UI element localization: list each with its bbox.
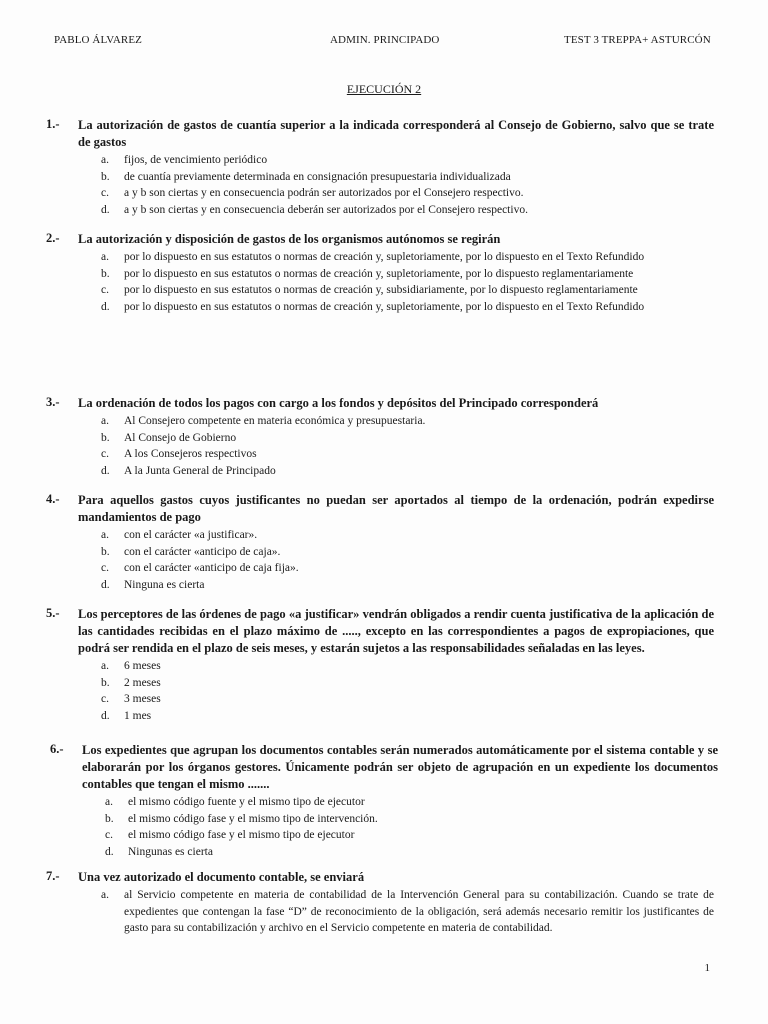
option-list <box>46 658 714 724</box>
option-text: por lo dispuesto en sus estatutos o normas de creación y, supletoriamente, por lo dispuesto en el Texto Refundido <box>124 300 645 313</box>
option-text: 2 meses <box>124 676 161 689</box>
option-letter: c. <box>101 448 109 460</box>
option-text: por lo dispuesto en sus estatutos o normas de creación y, supletoriamente, por lo dispuesto reglamentariamente <box>124 267 634 280</box>
option-c <box>46 282 714 299</box>
header-subject: ADMIN. PRINCIPADO <box>330 34 440 46</box>
option-text: 6 meses <box>124 660 161 672</box>
option-letter: b. <box>101 431 110 444</box>
option-letter: b. <box>101 170 110 183</box>
question-5 <box>46 606 714 724</box>
option-text: con el carácter «a justificar». <box>124 529 258 541</box>
option-text: 1 mes <box>124 709 152 722</box>
question-number: 7.- <box>46 869 60 883</box>
option-d <box>50 844 718 861</box>
option-text: Al Consejo de Gobierno <box>124 431 237 444</box>
option-a <box>50 794 718 811</box>
option-letter: a. <box>101 415 109 427</box>
option-c <box>50 827 718 844</box>
option-c <box>46 446 714 463</box>
question-2 <box>46 231 714 315</box>
option-letter: d. <box>101 203 110 216</box>
question-7 <box>46 869 714 937</box>
option-letter: c. <box>101 187 109 199</box>
question-text: Una vez autorizado el documento contable, se enviará <box>78 870 365 884</box>
option-text: A los Consejeros respectivos <box>124 448 257 460</box>
option-letter: b. <box>101 267 110 280</box>
option-letter: a. <box>105 796 113 808</box>
question-text: La autorización y disposición de gastos de los organismos autónomos se regirán <box>78 232 501 246</box>
option-text: Ninguna es cierta <box>124 578 205 591</box>
question-text: La ordenación de todos los pagos con cargo a los fondos y depósitos del Principado corresponderá <box>78 396 599 410</box>
question-number: 6.- <box>50 742 64 756</box>
option-d <box>46 708 714 725</box>
option-d <box>46 299 714 316</box>
page-number: 1 <box>704 962 710 974</box>
option-letter: b. <box>101 545 110 558</box>
question-text: Para aquellos gastos cuyos justificantes no puedan ser aportados al tiempo de la ordenación, podrán expedirse mandamientos de pago <box>78 493 714 524</box>
option-letter: b. <box>105 812 114 825</box>
option-letter: d. <box>101 300 110 313</box>
option-letter: a. <box>101 154 109 166</box>
question-number: 1.- <box>46 117 60 131</box>
option-b <box>46 169 714 186</box>
question-3 <box>46 395 714 479</box>
header-test-name: TEST 3 TREPPA+ ASTURCÓN <box>564 34 711 46</box>
option-text: a y b son ciertas y en consecuencia podrán ser autorizados por el Consejero respectivo. <box>124 187 524 199</box>
option-text: con el carácter «anticipo de caja». <box>124 545 281 558</box>
option-letter: a. <box>101 889 109 901</box>
option-a <box>46 527 714 544</box>
option-a <box>46 413 714 430</box>
option-list <box>46 249 714 315</box>
option-c <box>46 691 714 708</box>
option-letter: d. <box>101 709 110 722</box>
option-text: al Servicio competente en materia de contabilidad de la Intervención General para su contabilización. Cuando se trate de expedientes que contengan la fase “D” de reconocimiento de la obligación, será además necesario remitir los justificantes de gasto para su contabilización y archivo en el Servicio competente en materia de contabilidad. <box>124 889 714 934</box>
question-number: 3.- <box>46 395 60 409</box>
option-letter: a. <box>101 529 109 541</box>
option-list <box>46 887 714 937</box>
option-text: A la Junta General de Principado <box>124 464 276 477</box>
option-text: a y b son ciertas y en consecuencia deberán ser autorizados por el Consejero respectivo. <box>124 203 528 216</box>
option-list <box>46 527 714 593</box>
option-b <box>46 430 714 447</box>
option-text: con el carácter «anticipo de caja fija». <box>124 562 299 574</box>
option-d <box>46 463 714 480</box>
option-a <box>46 887 714 937</box>
option-letter: a. <box>101 660 109 672</box>
option-text: de cuantía previamente determinada en consignación presupuestaria individualizada <box>124 170 511 183</box>
option-text: el mismo código fase y el mismo tipo de ejecutor <box>128 829 355 841</box>
question-text: La autorización de gastos de cuantía superior a la indicada corresponderá al Consejo de Gobierno, salvo que se trate de gastos <box>78 118 714 149</box>
option-text: por lo dispuesto en sus estatutos o normas de creación y, subsidiariamente, por lo dispuesto reglamentariamente <box>124 284 638 296</box>
option-text: Ningunas es cierta <box>128 845 213 858</box>
option-letter: a. <box>101 251 109 263</box>
option-a <box>46 152 714 169</box>
option-d <box>46 202 714 219</box>
option-a <box>46 249 714 266</box>
option-letter: c. <box>101 284 109 296</box>
question-number: 5.- <box>46 606 60 620</box>
option-b <box>50 811 718 828</box>
option-d <box>46 577 714 594</box>
question-number: 4.- <box>46 492 60 506</box>
option-letter: d. <box>101 464 110 477</box>
option-text: por lo dispuesto en sus estatutos o normas de creación y, supletoriamente, por lo dispuesto en el Texto Refundido <box>124 251 645 263</box>
option-b <box>46 675 714 692</box>
question-1 <box>46 117 714 218</box>
option-letter: c. <box>101 693 109 705</box>
option-text: fijos, de vencimiento periódico <box>124 154 268 166</box>
option-list <box>46 413 714 479</box>
option-text: el mismo código fuente y el mismo tipo de ejecutor <box>128 796 365 808</box>
option-a <box>46 658 714 675</box>
page-title: EJECUCIÓN 2 <box>346 82 422 96</box>
option-list <box>46 152 714 218</box>
option-letter: d. <box>105 845 114 858</box>
option-text: 3 meses <box>124 693 161 705</box>
option-c <box>46 560 714 577</box>
option-letter: d. <box>101 578 110 591</box>
header-author: PABLO ÁLVAREZ <box>54 34 143 46</box>
option-text: el mismo código fase y el mismo tipo de intervención. <box>128 812 378 825</box>
option-c <box>46 185 714 202</box>
option-b <box>46 266 714 283</box>
option-list <box>50 794 718 860</box>
question-text: Los expedientes que agrupan los documentos contables serán numerados automáticamente por el sistema contable y se elaborarán por los órganos gestores. Únicamente podrán ser objeto de agrupación en un expediente los documentos contables que tengan el mismo ....... <box>82 743 718 791</box>
question-4 <box>46 492 714 593</box>
option-text: Al Consejero competente en materia económica y presupuestaria. <box>124 415 426 427</box>
option-b <box>46 544 714 561</box>
option-letter: b. <box>101 676 110 689</box>
option-letter: c. <box>105 829 113 841</box>
question-6 <box>50 742 718 860</box>
question-number: 2.- <box>46 231 60 245</box>
question-text: Los perceptores de las órdenes de pago «a justificar» vendrán obligados a rendir cuenta justificativa de la aplicación de las cantidades recibidas en el plazo máximo de ....., excepto en las correspondientes a pagos de expropiaciones, que podrá ser rendida en el plazo de seis meses, y estarán sujetos a las responsabilidades señaladas en las leyes. <box>78 607 714 655</box>
option-letter: c. <box>101 562 109 574</box>
